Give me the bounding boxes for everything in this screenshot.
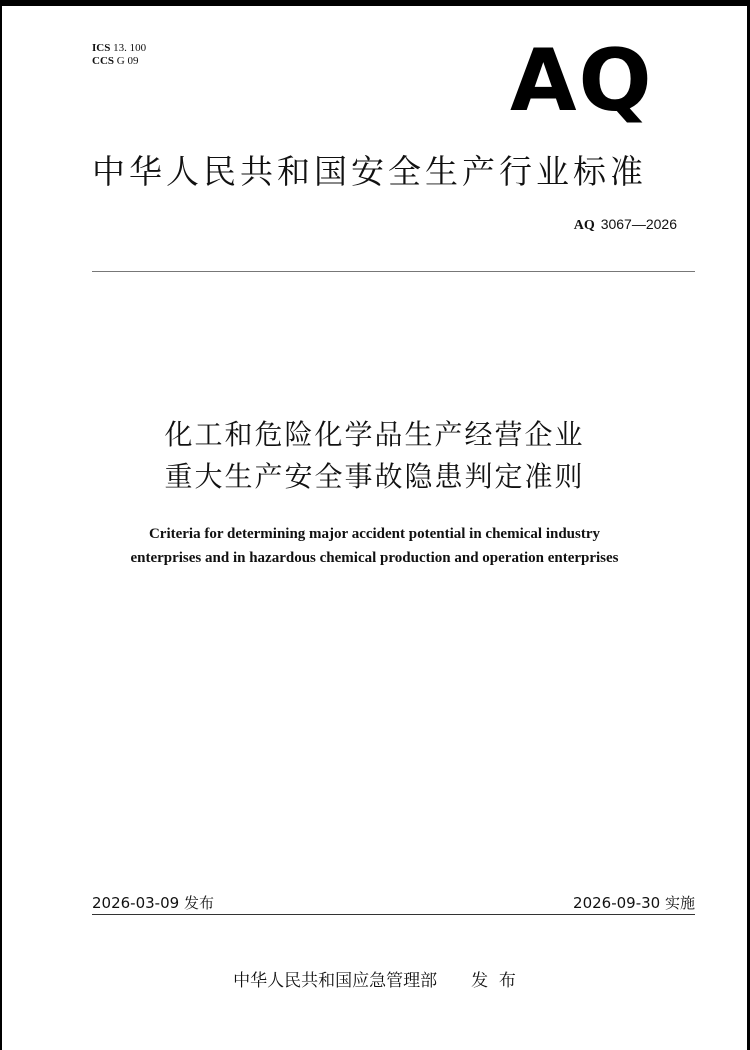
standard-code: 3067—2026 [600, 216, 677, 232]
standard-prefix: AQ [573, 218, 595, 233]
classification-codes [92, 42, 146, 68]
publisher-line [2, 966, 747, 991]
implementation-date: 2026-09-30 实施 [573, 894, 695, 912]
issue-date: 2026-03-09 发布 [92, 894, 214, 912]
ics-code [92, 42, 146, 55]
publisher-name: 中华人民共和国应急管理部 [233, 971, 438, 991]
ccs-code [92, 55, 146, 68]
english-title-line-2: enterprises and in hazardous chemical production and operation enterprises [130, 550, 619, 566]
ics-value: 13. 100 [113, 42, 147, 54]
ccs-value: G 09 [116, 55, 139, 67]
chinese-title [2, 414, 747, 498]
header-divider [92, 271, 695, 272]
ccs-label: CCS [92, 55, 115, 67]
english-title [2, 522, 747, 570]
chinese-title-line-2: 重大生产安全事故隐患判定准则 [164, 460, 585, 493]
chinese-title-line-1: 化工和危险化学品生产经营企业 [164, 418, 585, 451]
publish-action: 发 布 [471, 971, 516, 991]
standard-category-title: 中华人民共和国安全生产行业标准 [92, 152, 647, 191]
aq-logo: AQ [510, 31, 654, 131]
document-page [2, 6, 747, 1050]
footer-divider [92, 914, 695, 915]
ics-label: ICS [92, 42, 111, 54]
english-title-line-1: Criteria for determining major accident potential in chemical industry [148, 526, 601, 542]
standard-number [574, 216, 677, 234]
